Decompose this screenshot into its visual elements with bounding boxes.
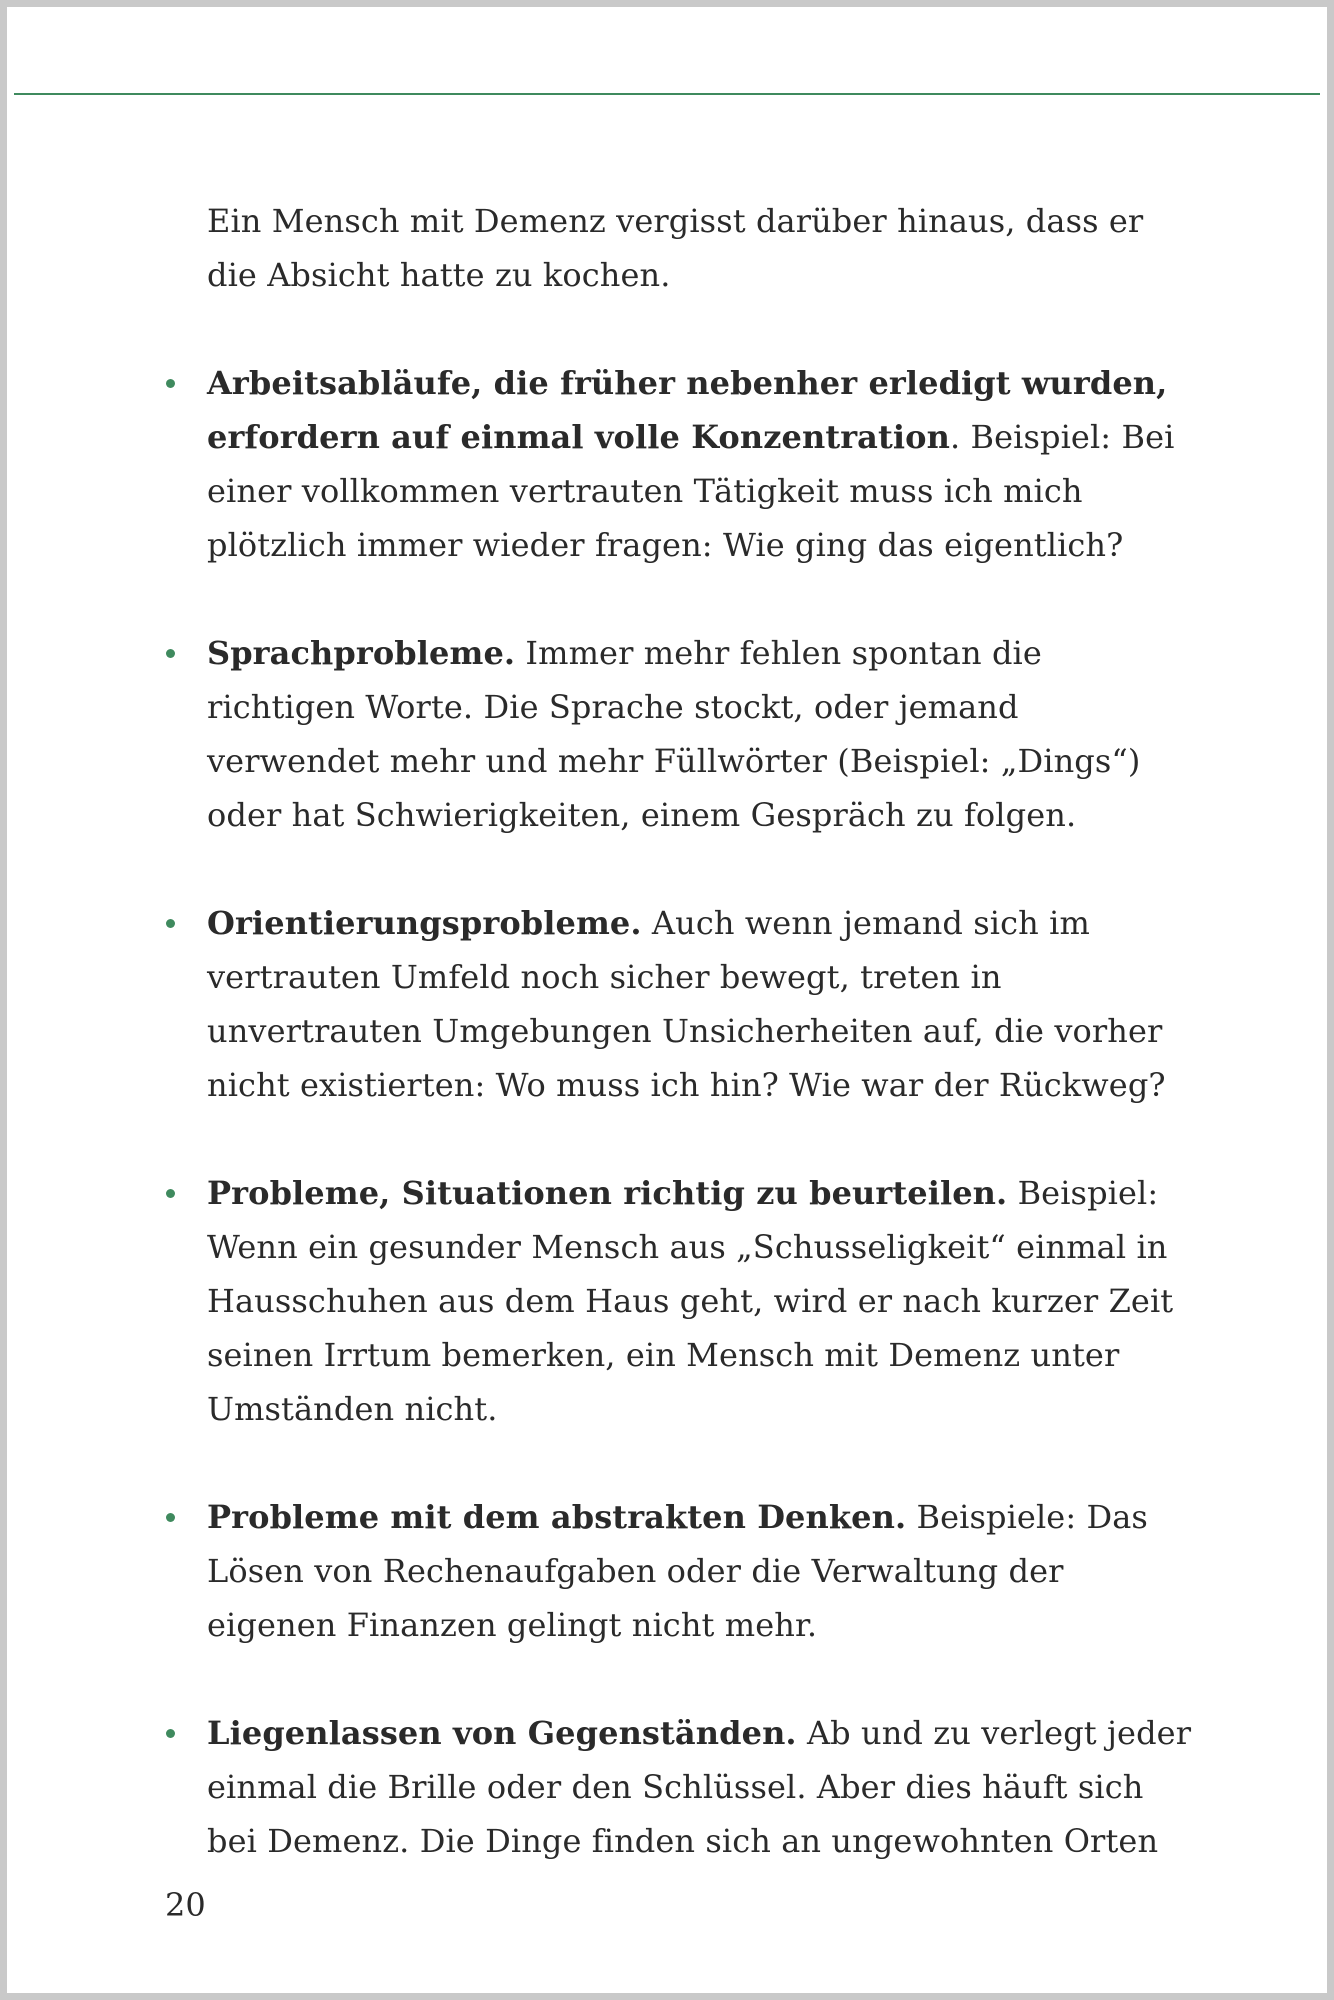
list-item [207, 896, 1197, 1112]
list-item-text: Immer mehr fehlen spontan die richtigen Worte. Die Sprache stockt, oder jemand verwendet mehr und mehr Füllwörter (Beispiel: „Dings“) oder hat Schwierigkeiten, einem Gespräch zu folgen. [207, 634, 1141, 834]
header-rule [14, 93, 1320, 95]
list-item-text: Beispiel: Wenn ein gesunder Mensch aus „Schusseligkeit“ einmal in Hausschuhen aus dem Haus geht, wird er nach kurzer Zeit seinen Irrtum bemerken, ein Mensch mit Demenz unter Umständen nicht. [207, 1174, 1174, 1428]
list-item-text: . Beispiel: Bei einer vollkommen vertrauten Tätigkeit muss ich mich plötzlich immer wieder fragen: Wie ging das eigentlich? [207, 418, 1175, 564]
list-item-heading: Probleme, Situationen richtig zu beurteilen. [207, 1174, 1008, 1212]
list-item-text: Ab und zu verlegt jeder einmal die Brille oder den Schlüssel. Aber dies häuft sich bei Demenz. Die Dinge finden sich an ungewohnten Orten [207, 1714, 1192, 1860]
list-item-heading: Orientierungsprobleme. [207, 904, 642, 942]
intro-paragraph: Ein Mensch mit Demenz vergisst darüber hinaus, dass er die Absicht hatte zu kochen. [207, 202, 1144, 294]
bullet-icon [166, 379, 175, 388]
page-number: 20 [165, 1886, 206, 1924]
list-item-heading: Liegenlassen von Gegenständen. [207, 1714, 797, 1752]
list-item [207, 1166, 1197, 1436]
list-item-text: Auch wenn jemand sich im vertrauten Umfeld noch sicher bewegt, treten in unvertrauten Umgebungen Unsicherheiten auf, die vorher nicht existierten: Wo muss ich hin? Wie war der Rückweg? [207, 904, 1166, 1104]
list-item [207, 626, 1197, 842]
bullet-icon [166, 1729, 175, 1738]
list-item [207, 1490, 1197, 1652]
list-item-text: Beispiele: Das Lösen von Rechenaufgaben oder die Verwaltung der eigenen Finanzen gelingt nicht mehr. [207, 1498, 1148, 1644]
bullet-icon [166, 1189, 175, 1198]
list-item [207, 1706, 1197, 1868]
list-item-heading: Probleme mit dem abstrakten Denken. [207, 1498, 907, 1536]
bullet-icon [166, 919, 175, 928]
list-item [207, 356, 1197, 572]
list-item-heading: Sprachprobleme. [207, 634, 516, 672]
body-text [207, 194, 1197, 1922]
list-item-heading: Arbeitsabläufe, die früher nebenher erledigt wurden, erfordern auf einmal volle Konzentration [207, 364, 1168, 456]
bullet-icon [166, 1513, 175, 1522]
bullet-icon [166, 649, 175, 658]
